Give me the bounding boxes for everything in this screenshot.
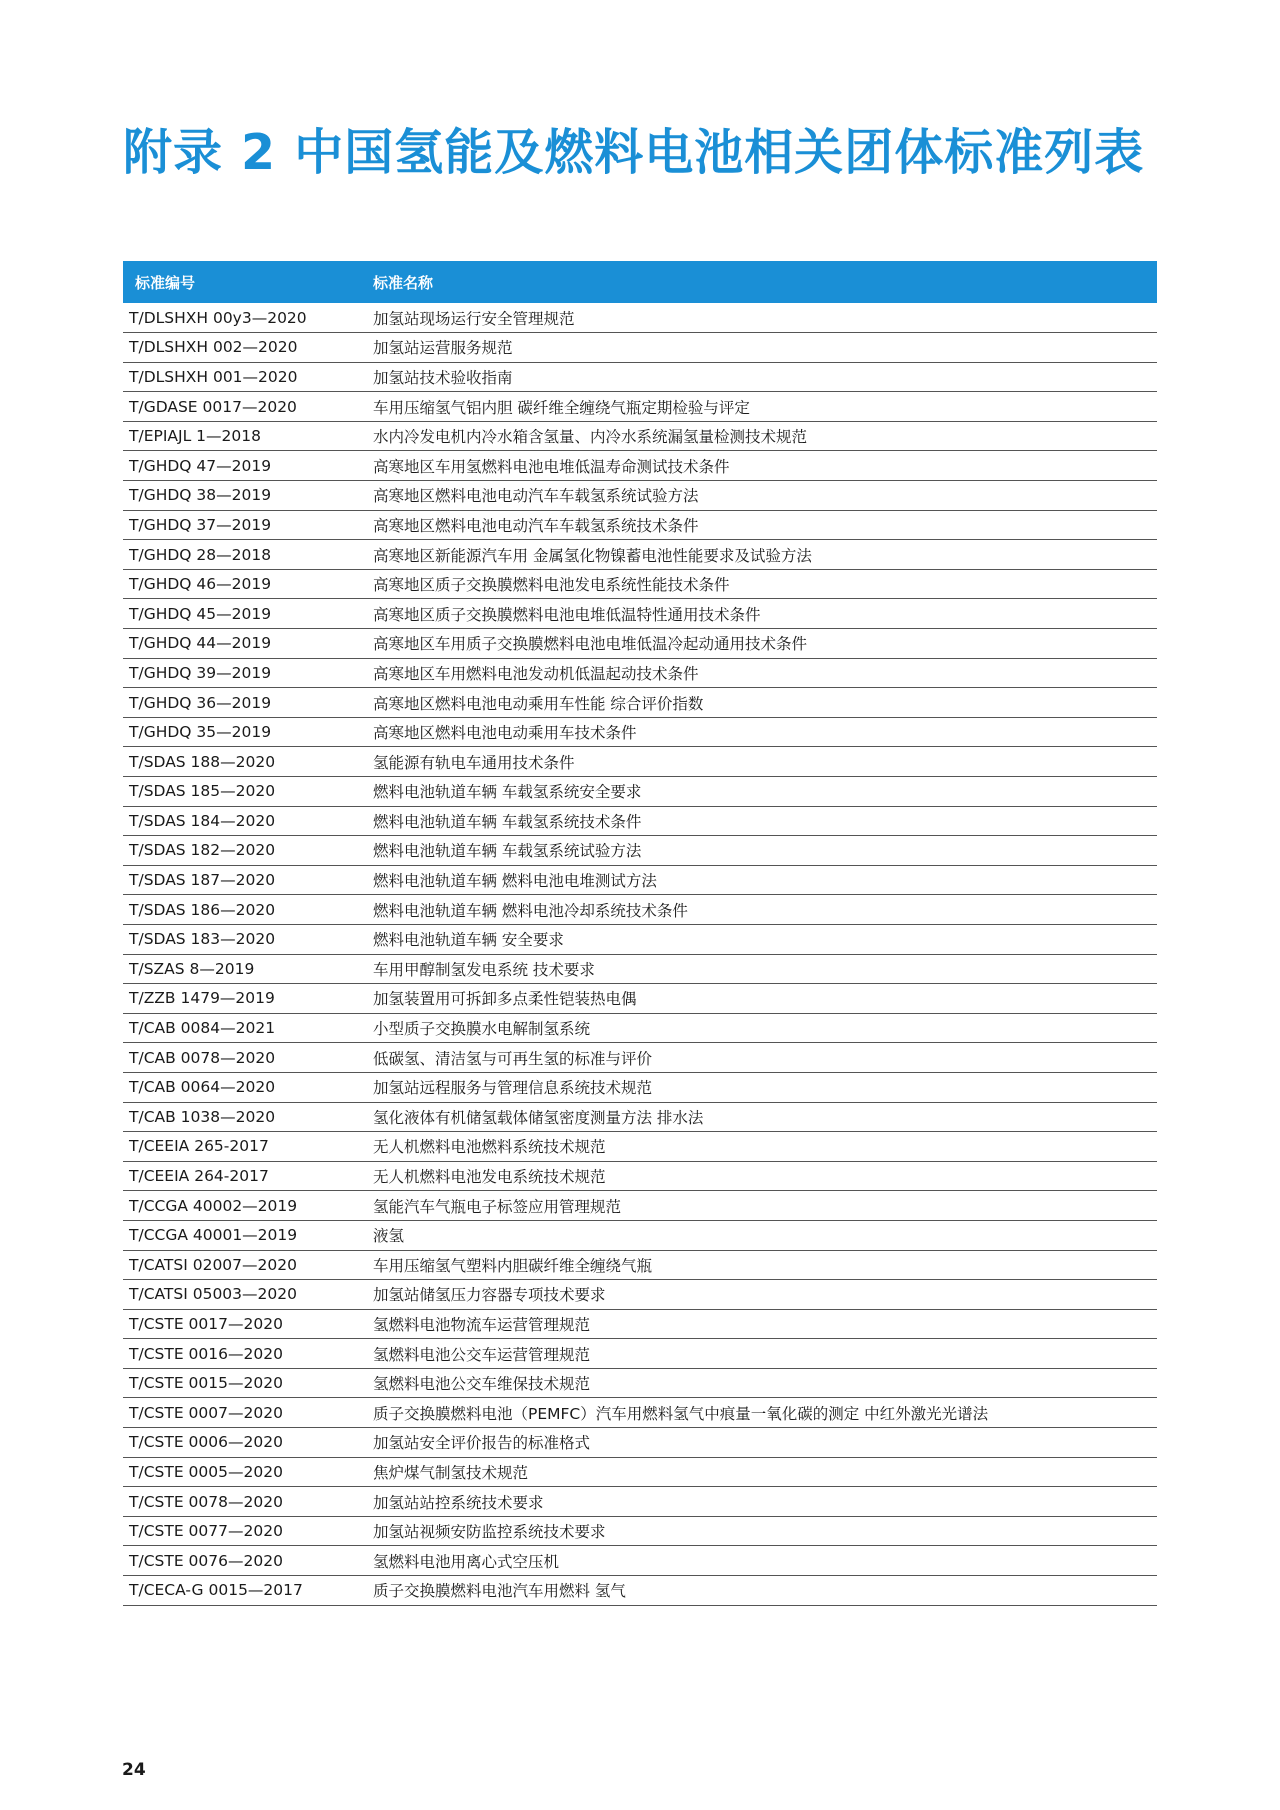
table-row bbox=[123, 747, 1157, 777]
table-row bbox=[123, 303, 1157, 333]
standard-name-cell: 车用甲醇制氢发电系统 技术要求 bbox=[363, 954, 1157, 984]
standard-name-cell: 燃料电池轨道车辆 车载氢系统试验方法 bbox=[363, 836, 1157, 866]
table-row bbox=[123, 1457, 1157, 1487]
standard-name-cell: 氢化液体有机储氢载体储氢密度测量方法 排水法 bbox=[363, 1102, 1157, 1132]
standard-code-cell: T/DLSHXH 00y3—2020 bbox=[123, 303, 363, 333]
table-row bbox=[123, 1576, 1157, 1606]
standard-code-cell: T/DLSHXH 001—2020 bbox=[123, 362, 363, 392]
table-row bbox=[123, 1132, 1157, 1162]
table-row bbox=[123, 333, 1157, 363]
standard-name-cell: 燃料电池轨道车辆 燃料电池电堆测试方法 bbox=[363, 865, 1157, 895]
standard-name-cell: 高寒地区燃料电池电动汽车车载氢系统技术条件 bbox=[363, 510, 1157, 540]
standard-name-cell: 加氢站站控系统技术要求 bbox=[363, 1487, 1157, 1517]
table-row bbox=[123, 540, 1157, 570]
standard-code-cell: T/CEEIA 264-2017 bbox=[123, 1161, 363, 1191]
standard-name-cell: 燃料电池轨道车辆 燃料电池冷却系统技术条件 bbox=[363, 895, 1157, 925]
standard-name-cell: 焦炉煤气制氢技术规范 bbox=[363, 1457, 1157, 1487]
standard-code-cell: T/GHDQ 45—2019 bbox=[123, 599, 363, 629]
standard-code-cell: T/CSTE 0078—2020 bbox=[123, 1487, 363, 1517]
table-row bbox=[123, 1161, 1157, 1191]
standard-code-cell: T/DLSHXH 002—2020 bbox=[123, 333, 363, 363]
standard-code-cell: T/GHDQ 35—2019 bbox=[123, 717, 363, 747]
standard-name-cell: 燃料电池轨道车辆 车载氢系统技术条件 bbox=[363, 806, 1157, 836]
standard-code-cell: T/ZZB 1479—2019 bbox=[123, 984, 363, 1014]
standard-name-cell: 高寒地区燃料电池电动乘用车性能 综合评价指数 bbox=[363, 688, 1157, 718]
standard-code-cell: T/SDAS 188—2020 bbox=[123, 747, 363, 777]
column-header-code: 标准编号 bbox=[135, 273, 196, 292]
table-row bbox=[123, 865, 1157, 895]
column-header-name: 标准名称 bbox=[373, 273, 434, 292]
standard-name-cell: 加氢站技术验收指南 bbox=[363, 362, 1157, 392]
table-row bbox=[123, 1516, 1157, 1546]
table-row bbox=[123, 599, 1157, 629]
standard-code-cell: T/SDAS 186—2020 bbox=[123, 895, 363, 925]
standard-name-cell: 加氢站远程服务与管理信息系统技术规范 bbox=[363, 1072, 1157, 1102]
standard-name-cell: 高寒地区燃料电池电动乘用车技术条件 bbox=[363, 717, 1157, 747]
standard-code-cell: T/GHDQ 36—2019 bbox=[123, 688, 363, 718]
standards-table bbox=[123, 261, 1157, 1606]
standard-name-cell: 液氢 bbox=[363, 1220, 1157, 1250]
standard-name-cell: 燃料电池轨道车辆 安全要求 bbox=[363, 924, 1157, 954]
table-row bbox=[123, 481, 1157, 511]
standard-name-cell: 氢能汽车气瓶电子标签应用管理规范 bbox=[363, 1191, 1157, 1221]
standard-code-cell: T/CSTE 0016—2020 bbox=[123, 1339, 363, 1369]
standard-code-cell: T/CSTE 0076—2020 bbox=[123, 1546, 363, 1576]
standard-code-cell: T/GHDQ 37—2019 bbox=[123, 510, 363, 540]
table-row bbox=[123, 1072, 1157, 1102]
table-row bbox=[123, 1191, 1157, 1221]
standard-name-cell: 加氢站安全评价报告的标准格式 bbox=[363, 1428, 1157, 1458]
standard-code-cell: T/CATSI 02007—2020 bbox=[123, 1250, 363, 1280]
table-row bbox=[123, 1102, 1157, 1132]
table-header-row bbox=[123, 261, 1157, 303]
table-row bbox=[123, 421, 1157, 451]
standard-name-cell: 小型质子交换膜水电解制氢系统 bbox=[363, 1013, 1157, 1043]
standard-name-cell: 氢燃料电池公交车运营管理规范 bbox=[363, 1339, 1157, 1369]
standard-name-cell: 车用压缩氢气塑料内胆碳纤维全缠绕气瓶 bbox=[363, 1250, 1157, 1280]
table-row bbox=[123, 1013, 1157, 1043]
table-row bbox=[123, 1428, 1157, 1458]
table-header bbox=[123, 261, 1157, 303]
standard-code-cell: T/SDAS 184—2020 bbox=[123, 806, 363, 836]
standard-name-cell: 高寒地区燃料电池电动汽车车载氢系统试验方法 bbox=[363, 481, 1157, 511]
standard-name-cell: 燃料电池轨道车辆 车载氢系统安全要求 bbox=[363, 777, 1157, 807]
standard-code-cell: T/SZAS 8—2019 bbox=[123, 954, 363, 984]
table-row bbox=[123, 895, 1157, 925]
standard-code-cell: T/CCGA 40001—2019 bbox=[123, 1220, 363, 1250]
standard-name-cell: 无人机燃料电池发电系统技术规范 bbox=[363, 1161, 1157, 1191]
table-row bbox=[123, 1043, 1157, 1073]
standard-code-cell: T/GHDQ 46—2019 bbox=[123, 569, 363, 599]
page-number: 24 bbox=[122, 1760, 146, 1780]
table-row bbox=[123, 1220, 1157, 1250]
standard-code-cell: T/EPIAJL 1—2018 bbox=[123, 421, 363, 451]
table-row bbox=[123, 924, 1157, 954]
standard-code-cell: T/GDASE 0017—2020 bbox=[123, 392, 363, 422]
standard-name-cell: 氢燃料电池物流车运营管理规范 bbox=[363, 1309, 1157, 1339]
standard-code-cell: T/CSTE 0007—2020 bbox=[123, 1398, 363, 1428]
standard-code-cell: T/GHDQ 39—2019 bbox=[123, 658, 363, 688]
table-row bbox=[123, 1487, 1157, 1517]
standard-name-cell: 高寒地区车用质子交换膜燃料电池电堆低温冷起动通用技术条件 bbox=[363, 629, 1157, 659]
standard-name-cell: 质子交换膜燃料电池汽车用燃料 氢气 bbox=[363, 1576, 1157, 1606]
table-row bbox=[123, 1546, 1157, 1576]
standard-code-cell: T/CAB 0084—2021 bbox=[123, 1013, 363, 1043]
standard-name-cell: 低碳氢、清洁氢与可再生氢的标准与评价 bbox=[363, 1043, 1157, 1073]
standard-name-cell: 加氢站视频安防监控系统技术要求 bbox=[363, 1516, 1157, 1546]
standard-code-cell: T/SDAS 187—2020 bbox=[123, 865, 363, 895]
table-row bbox=[123, 777, 1157, 807]
standard-code-cell: T/GHDQ 44—2019 bbox=[123, 629, 363, 659]
standard-name-cell: 高寒地区车用燃料电池发动机低温起动技术条件 bbox=[363, 658, 1157, 688]
standard-code-cell: T/CATSI 05003—2020 bbox=[123, 1280, 363, 1310]
standard-code-cell: T/CAB 1038—2020 bbox=[123, 1102, 363, 1132]
standard-code-cell: T/GHDQ 38—2019 bbox=[123, 481, 363, 511]
standard-code-cell: T/CSTE 0006—2020 bbox=[123, 1428, 363, 1458]
table-row bbox=[123, 1368, 1157, 1398]
standard-name-cell: 车用压缩氢气铝内胆 碳纤维全缠绕气瓶定期检验与评定 bbox=[363, 392, 1157, 422]
page-title: 附录 2 中国氢能及燃料电池相关团体标准列表 bbox=[123, 124, 1145, 181]
standard-code-cell: T/GHDQ 47—2019 bbox=[123, 451, 363, 481]
standard-name-cell: 氢燃料电池用离心式空压机 bbox=[363, 1546, 1157, 1576]
standard-code-cell: T/CSTE 0005—2020 bbox=[123, 1457, 363, 1487]
standard-name-cell: 加氢站现场运行安全管理规范 bbox=[363, 303, 1157, 333]
table-row bbox=[123, 1309, 1157, 1339]
standard-name-cell: 水内冷发电机内冷水箱含氢量、内冷水系统漏氢量检测技术规范 bbox=[363, 421, 1157, 451]
standard-name-cell: 加氢装置用可拆卸多点柔性铠装热电偶 bbox=[363, 984, 1157, 1014]
standard-code-cell: T/CSTE 0015—2020 bbox=[123, 1368, 363, 1398]
standard-code-cell: T/SDAS 183—2020 bbox=[123, 924, 363, 954]
table-row bbox=[123, 836, 1157, 866]
table-row bbox=[123, 1250, 1157, 1280]
standard-name-cell: 高寒地区车用氢燃料电池电堆低温寿命测试技术条件 bbox=[363, 451, 1157, 481]
standard-name-cell: 高寒地区质子交换膜燃料电池电堆低温特性通用技术条件 bbox=[363, 599, 1157, 629]
standard-code-cell: T/SDAS 185—2020 bbox=[123, 777, 363, 807]
table-row bbox=[123, 717, 1157, 747]
standard-code-cell: T/CAB 0064—2020 bbox=[123, 1072, 363, 1102]
table-row bbox=[123, 1339, 1157, 1369]
table-body bbox=[123, 303, 1157, 1605]
table-row bbox=[123, 569, 1157, 599]
standard-code-cell: T/CEEIA 265-2017 bbox=[123, 1132, 363, 1162]
standard-name-cell: 加氢站运营服务规范 bbox=[363, 333, 1157, 363]
standard-name-cell: 质子交换膜燃料电池（PEMFC）汽车用燃料氢气中痕量一氧化碳的测定 中红外激光光谱法 bbox=[363, 1398, 1157, 1428]
standard-code-cell: T/SDAS 182—2020 bbox=[123, 836, 363, 866]
table-row bbox=[123, 510, 1157, 540]
standard-code-cell: T/CSTE 0017—2020 bbox=[123, 1309, 363, 1339]
standard-name-cell: 高寒地区质子交换膜燃料电池发电系统性能技术条件 bbox=[363, 569, 1157, 599]
standard-name-cell: 高寒地区新能源汽车用 金属氢化物镍蓄电池性能要求及试验方法 bbox=[363, 540, 1157, 570]
table-row bbox=[123, 1398, 1157, 1428]
table-row bbox=[123, 1280, 1157, 1310]
standard-code-cell: T/CCGA 40002—2019 bbox=[123, 1191, 363, 1221]
standard-code-cell: T/GHDQ 28—2018 bbox=[123, 540, 363, 570]
standard-code-cell: T/CECA-G 0015—2017 bbox=[123, 1576, 363, 1606]
standard-name-cell: 加氢站储氢压力容器专项技术要求 bbox=[363, 1280, 1157, 1310]
standard-code-cell: T/CSTE 0077—2020 bbox=[123, 1516, 363, 1546]
standard-name-cell: 氢能源有轨电车通用技术条件 bbox=[363, 747, 1157, 777]
standard-code-cell: T/CAB 0078—2020 bbox=[123, 1043, 363, 1073]
standard-name-cell: 无人机燃料电池燃料系统技术规范 bbox=[363, 1132, 1157, 1162]
table-row bbox=[123, 806, 1157, 836]
table-row bbox=[123, 658, 1157, 688]
table-row bbox=[123, 984, 1157, 1014]
standard-name-cell: 氢燃料电池公交车维保技术规范 bbox=[363, 1368, 1157, 1398]
table-row bbox=[123, 688, 1157, 718]
table-row bbox=[123, 451, 1157, 481]
table-row bbox=[123, 362, 1157, 392]
table-row bbox=[123, 954, 1157, 984]
table-row bbox=[123, 392, 1157, 422]
table-row bbox=[123, 629, 1157, 659]
